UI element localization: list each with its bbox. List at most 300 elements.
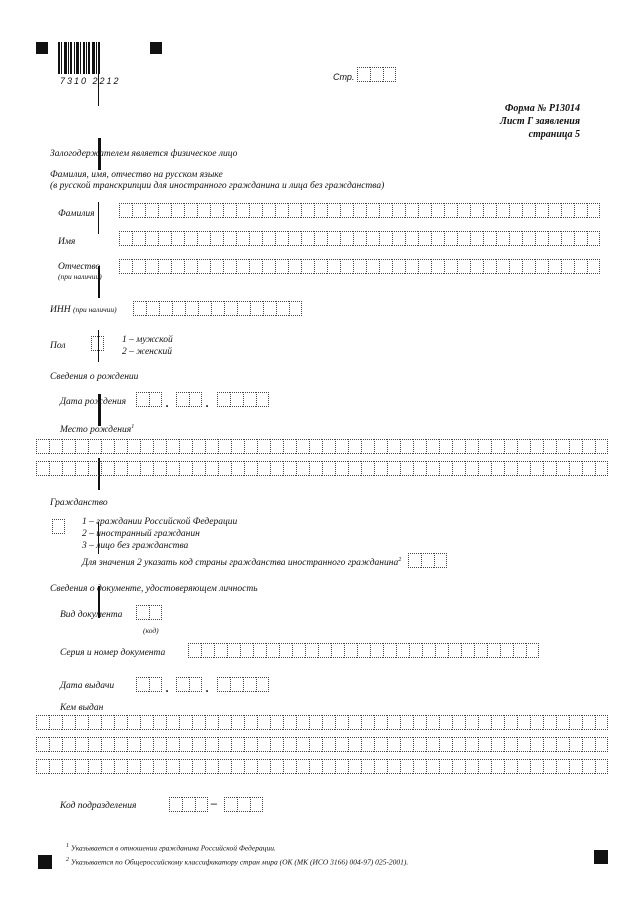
input-cell[interactable] xyxy=(526,643,539,658)
input-cell[interactable] xyxy=(49,759,62,774)
input-cell[interactable] xyxy=(569,439,582,454)
input-cell[interactable] xyxy=(171,203,184,218)
input-cell[interactable] xyxy=(296,439,309,454)
input-cell[interactable] xyxy=(296,715,309,730)
birth-place-cells-row1[interactable] xyxy=(36,439,608,454)
input-cell[interactable] xyxy=(195,797,208,812)
input-cell[interactable] xyxy=(309,737,322,752)
country-code-cells[interactable] xyxy=(408,553,447,568)
input-cell[interactable] xyxy=(243,677,256,692)
input-cell[interactable] xyxy=(582,715,595,730)
input-cell[interactable] xyxy=(198,301,211,316)
input-cell[interactable] xyxy=(543,737,556,752)
input-cell[interactable] xyxy=(192,439,205,454)
input-cell[interactable] xyxy=(435,643,448,658)
input-cell[interactable] xyxy=(409,643,422,658)
input-cell[interactable] xyxy=(250,797,263,812)
input-cell[interactable] xyxy=(444,259,457,274)
input-cell[interactable] xyxy=(452,715,465,730)
input-cell[interactable] xyxy=(223,259,236,274)
input-cell[interactable] xyxy=(569,461,582,476)
input-cell[interactable] xyxy=(36,439,49,454)
input-cell[interactable] xyxy=(262,203,275,218)
input-cell[interactable] xyxy=(470,231,483,246)
input-cell[interactable] xyxy=(296,737,309,752)
input-cell[interactable] xyxy=(340,259,353,274)
input-cell[interactable] xyxy=(88,439,101,454)
input-cell[interactable] xyxy=(257,759,270,774)
input-cell[interactable] xyxy=(439,737,452,752)
input-cell[interactable] xyxy=(340,231,353,246)
input-cell[interactable] xyxy=(132,231,145,246)
input-cell[interactable] xyxy=(470,259,483,274)
input-cell[interactable] xyxy=(288,203,301,218)
input-cell[interactable] xyxy=(314,203,327,218)
input-cell[interactable] xyxy=(197,203,210,218)
input-cell[interactable] xyxy=(132,203,145,218)
input-cell[interactable] xyxy=(504,439,517,454)
input-cell[interactable] xyxy=(504,759,517,774)
input-cell[interactable] xyxy=(322,759,335,774)
input-cell[interactable] xyxy=(256,677,269,692)
issued-by-cells-row2[interactable] xyxy=(36,737,608,752)
input-cell[interactable] xyxy=(327,231,340,246)
input-cell[interactable] xyxy=(256,392,269,407)
input-cell[interactable] xyxy=(62,715,75,730)
input-cell[interactable] xyxy=(266,643,279,658)
birth-month-cells[interactable] xyxy=(176,392,202,407)
input-cell[interactable] xyxy=(509,259,522,274)
input-cell[interactable] xyxy=(509,231,522,246)
input-cell[interactable] xyxy=(348,461,361,476)
birth-place-cells-row2[interactable] xyxy=(36,461,608,476)
input-cell[interactable] xyxy=(535,259,548,274)
input-cell[interactable] xyxy=(431,203,444,218)
input-cell[interactable] xyxy=(244,439,257,454)
input-cell[interactable] xyxy=(517,759,530,774)
input-cell[interactable] xyxy=(543,759,556,774)
input-cell[interactable] xyxy=(218,439,231,454)
input-cell[interactable] xyxy=(491,439,504,454)
input-cell[interactable] xyxy=(166,737,179,752)
input-cell[interactable] xyxy=(127,759,140,774)
input-cell[interactable] xyxy=(478,759,491,774)
input-cell[interactable] xyxy=(431,259,444,274)
input-cell[interactable] xyxy=(217,392,230,407)
input-cell[interactable] xyxy=(465,759,478,774)
input-cell[interactable] xyxy=(439,715,452,730)
input-cell[interactable] xyxy=(101,461,114,476)
input-cell[interactable] xyxy=(197,231,210,246)
input-cell[interactable] xyxy=(426,461,439,476)
input-cell[interactable] xyxy=(243,392,256,407)
input-cell[interactable] xyxy=(569,737,582,752)
input-cell[interactable] xyxy=(478,715,491,730)
input-cell[interactable] xyxy=(465,715,478,730)
input-cell[interactable] xyxy=(205,759,218,774)
input-cell[interactable] xyxy=(543,715,556,730)
input-cell[interactable] xyxy=(465,461,478,476)
input-cell[interactable] xyxy=(314,259,327,274)
input-cell[interactable] xyxy=(426,737,439,752)
input-cell[interactable] xyxy=(439,439,452,454)
input-cell[interactable] xyxy=(179,737,192,752)
input-cell[interactable] xyxy=(166,439,179,454)
input-cell[interactable] xyxy=(270,715,283,730)
input-cell[interactable] xyxy=(275,259,288,274)
input-cell[interactable] xyxy=(127,461,140,476)
name-cells[interactable] xyxy=(119,231,600,246)
input-cell[interactable] xyxy=(179,439,192,454)
input-cell[interactable] xyxy=(189,677,202,692)
input-cell[interactable] xyxy=(136,392,149,407)
input-cell[interactable] xyxy=(227,643,240,658)
input-cell[interactable] xyxy=(366,203,379,218)
input-cell[interactable] xyxy=(276,301,289,316)
input-cell[interactable] xyxy=(270,439,283,454)
input-cell[interactable] xyxy=(176,392,189,407)
input-cell[interactable] xyxy=(88,737,101,752)
input-cell[interactable] xyxy=(400,439,413,454)
input-cell[interactable] xyxy=(231,715,244,730)
input-cell[interactable] xyxy=(197,259,210,274)
input-cell[interactable] xyxy=(279,643,292,658)
input-cell[interactable] xyxy=(465,737,478,752)
input-cell[interactable] xyxy=(114,715,127,730)
input-cell[interactable] xyxy=(62,737,75,752)
input-cell[interactable] xyxy=(500,643,513,658)
input-cell[interactable] xyxy=(422,643,435,658)
input-cell[interactable] xyxy=(465,439,478,454)
input-cell[interactable] xyxy=(210,203,223,218)
input-cell[interactable] xyxy=(263,301,276,316)
input-cell[interactable] xyxy=(159,301,172,316)
input-cell[interactable] xyxy=(275,231,288,246)
input-cell[interactable] xyxy=(353,203,366,218)
input-cell[interactable] xyxy=(236,259,249,274)
input-cell[interactable] xyxy=(283,461,296,476)
input-cell[interactable] xyxy=(75,715,88,730)
input-cell[interactable] xyxy=(405,259,418,274)
input-cell[interactable] xyxy=(192,461,205,476)
input-cell[interactable] xyxy=(587,231,600,246)
input-cell[interactable] xyxy=(140,715,153,730)
input-cell[interactable] xyxy=(301,231,314,246)
input-cell[interactable] xyxy=(262,259,275,274)
input-cell[interactable] xyxy=(158,231,171,246)
input-cell[interactable] xyxy=(535,203,548,218)
input-cell[interactable] xyxy=(188,643,201,658)
input-cell[interactable] xyxy=(214,643,227,658)
input-cell[interactable] xyxy=(405,231,418,246)
input-cell[interactable] xyxy=(184,203,197,218)
page-number-cells[interactable] xyxy=(357,67,396,82)
input-cell[interactable] xyxy=(574,259,587,274)
input-cell[interactable] xyxy=(361,715,374,730)
input-cell[interactable] xyxy=(62,439,75,454)
input-cell[interactable] xyxy=(530,461,543,476)
input-cell[interactable] xyxy=(348,737,361,752)
input-cell[interactable] xyxy=(114,759,127,774)
input-cell[interactable] xyxy=(179,715,192,730)
input-cell[interactable] xyxy=(88,461,101,476)
input-cell[interactable] xyxy=(283,439,296,454)
input-cell[interactable] xyxy=(205,439,218,454)
input-cell[interactable] xyxy=(257,737,270,752)
input-cell[interactable] xyxy=(176,677,189,692)
input-cell[interactable] xyxy=(361,737,374,752)
input-cell[interactable] xyxy=(457,259,470,274)
input-cell[interactable] xyxy=(140,759,153,774)
input-cell[interactable] xyxy=(179,461,192,476)
input-cell[interactable] xyxy=(444,231,457,246)
input-cell[interactable] xyxy=(114,737,127,752)
input-cell[interactable] xyxy=(88,715,101,730)
input-cell[interactable] xyxy=(504,715,517,730)
input-cell[interactable] xyxy=(361,759,374,774)
input-cell[interactable] xyxy=(75,737,88,752)
input-cell[interactable] xyxy=(231,737,244,752)
input-cell[interactable] xyxy=(62,461,75,476)
input-cell[interactable] xyxy=(413,439,426,454)
input-cell[interactable] xyxy=(244,759,257,774)
birth-day-cells[interactable] xyxy=(136,392,162,407)
input-cell[interactable] xyxy=(366,231,379,246)
input-cell[interactable] xyxy=(62,759,75,774)
input-cell[interactable] xyxy=(250,301,263,316)
input-cell[interactable] xyxy=(595,461,608,476)
input-cell[interactable] xyxy=(75,439,88,454)
input-cell[interactable] xyxy=(374,461,387,476)
input-cell[interactable] xyxy=(101,715,114,730)
input-cell[interactable] xyxy=(289,301,302,316)
input-cell[interactable] xyxy=(561,259,574,274)
surname-cells[interactable] xyxy=(119,203,600,218)
input-cell[interactable] xyxy=(491,715,504,730)
input-cell[interactable] xyxy=(205,461,218,476)
input-cell[interactable] xyxy=(353,259,366,274)
input-cell[interactable] xyxy=(230,677,243,692)
input-cell[interactable] xyxy=(189,392,202,407)
issue-day-cells[interactable] xyxy=(136,677,162,692)
input-cell[interactable] xyxy=(478,461,491,476)
input-cell[interactable] xyxy=(283,737,296,752)
input-cell[interactable] xyxy=(457,203,470,218)
input-cell[interactable] xyxy=(496,203,509,218)
input-cell[interactable] xyxy=(483,231,496,246)
input-cell[interactable] xyxy=(379,231,392,246)
input-cell[interactable] xyxy=(149,392,162,407)
input-cell[interactable] xyxy=(543,461,556,476)
input-cell[interactable] xyxy=(158,259,171,274)
input-cell[interactable] xyxy=(236,203,249,218)
input-cell[interactable] xyxy=(535,231,548,246)
input-cell[interactable] xyxy=(171,231,184,246)
input-cell[interactable] xyxy=(288,259,301,274)
input-cell[interactable] xyxy=(530,715,543,730)
input-cell[interactable] xyxy=(387,715,400,730)
input-cell[interactable] xyxy=(153,715,166,730)
input-cell[interactable] xyxy=(114,439,127,454)
input-cell[interactable] xyxy=(179,759,192,774)
input-cell[interactable] xyxy=(244,715,257,730)
input-cell[interactable] xyxy=(146,301,159,316)
input-cell[interactable] xyxy=(249,231,262,246)
input-cell[interactable] xyxy=(322,715,335,730)
subdivision-code-cells-1[interactable] xyxy=(169,797,208,812)
input-cell[interactable] xyxy=(374,715,387,730)
input-cell[interactable] xyxy=(158,203,171,218)
input-cell[interactable] xyxy=(556,439,569,454)
input-cell[interactable] xyxy=(452,439,465,454)
input-cell[interactable] xyxy=(348,715,361,730)
input-cell[interactable] xyxy=(582,737,595,752)
input-cell[interactable] xyxy=(140,461,153,476)
input-cell[interactable] xyxy=(223,203,236,218)
input-cell[interactable] xyxy=(556,759,569,774)
issue-year-cells[interactable] xyxy=(217,677,269,692)
input-cell[interactable] xyxy=(127,715,140,730)
input-cell[interactable] xyxy=(530,759,543,774)
input-cell[interactable] xyxy=(405,203,418,218)
input-cell[interactable] xyxy=(36,461,49,476)
input-cell[interactable] xyxy=(182,797,195,812)
input-cell[interactable] xyxy=(392,203,405,218)
input-cell[interactable] xyxy=(223,231,236,246)
input-cell[interactable] xyxy=(361,461,374,476)
input-cell[interactable] xyxy=(49,737,62,752)
input-cell[interactable] xyxy=(253,643,266,658)
input-cell[interactable] xyxy=(496,231,509,246)
input-cell[interactable] xyxy=(439,461,452,476)
input-cell[interactable] xyxy=(522,231,535,246)
input-cell[interactable] xyxy=(270,737,283,752)
input-cell[interactable] xyxy=(335,715,348,730)
input-cell[interactable] xyxy=(400,715,413,730)
input-cell[interactable] xyxy=(595,737,608,752)
input-cell[interactable] xyxy=(504,737,517,752)
input-cell[interactable] xyxy=(270,461,283,476)
input-cell[interactable] xyxy=(257,461,270,476)
input-cell[interactable] xyxy=(153,439,166,454)
input-cell[interactable] xyxy=(522,203,535,218)
input-cell[interactable] xyxy=(556,715,569,730)
input-cell[interactable] xyxy=(582,759,595,774)
input-cell[interactable] xyxy=(36,759,49,774)
input-cell[interactable] xyxy=(119,259,132,274)
input-cell[interactable] xyxy=(230,392,243,407)
input-cell[interactable] xyxy=(582,439,595,454)
input-cell[interactable] xyxy=(331,643,344,658)
input-cell[interactable] xyxy=(318,643,331,658)
input-cell[interactable] xyxy=(169,797,182,812)
input-cell[interactable] xyxy=(322,737,335,752)
input-cell[interactable] xyxy=(101,439,114,454)
input-cell[interactable] xyxy=(231,759,244,774)
input-cell[interactable] xyxy=(452,759,465,774)
input-cell[interactable] xyxy=(587,259,600,274)
input-cell[interactable] xyxy=(344,643,357,658)
input-cell[interactable] xyxy=(421,553,434,568)
input-cell[interactable] xyxy=(301,259,314,274)
input-cell[interactable] xyxy=(283,715,296,730)
input-cell[interactable] xyxy=(192,759,205,774)
input-cell[interactable] xyxy=(379,259,392,274)
input-cell[interactable] xyxy=(184,231,197,246)
input-cell[interactable] xyxy=(561,203,574,218)
input-cell[interactable] xyxy=(166,715,179,730)
input-cell[interactable] xyxy=(231,461,244,476)
sex-cell[interactable] xyxy=(91,336,104,351)
input-cell[interactable] xyxy=(400,461,413,476)
input-cell[interactable] xyxy=(231,439,244,454)
issue-month-cells[interactable] xyxy=(176,677,202,692)
input-cell[interactable] xyxy=(487,643,500,658)
input-cell[interactable] xyxy=(400,737,413,752)
input-cell[interactable] xyxy=(561,231,574,246)
input-cell[interactable] xyxy=(491,737,504,752)
input-cell[interactable] xyxy=(457,231,470,246)
input-cell[interactable] xyxy=(210,259,223,274)
input-cell[interactable] xyxy=(166,461,179,476)
input-cell[interactable] xyxy=(322,461,335,476)
input-cell[interactable] xyxy=(262,231,275,246)
input-cell[interactable] xyxy=(309,715,322,730)
input-cell[interactable] xyxy=(114,461,127,476)
input-cell[interactable] xyxy=(408,553,421,568)
input-cell[interactable] xyxy=(366,259,379,274)
input-cell[interactable] xyxy=(387,759,400,774)
input-cell[interactable] xyxy=(36,737,49,752)
input-cell[interactable] xyxy=(335,759,348,774)
document-type-cells[interactable] xyxy=(136,605,162,620)
input-cell[interactable] xyxy=(335,737,348,752)
input-cell[interactable] xyxy=(136,677,149,692)
input-cell[interactable] xyxy=(149,677,162,692)
input-cell[interactable] xyxy=(119,231,132,246)
input-cell[interactable] xyxy=(569,715,582,730)
input-cell[interactable] xyxy=(530,439,543,454)
input-cell[interactable] xyxy=(292,643,305,658)
input-cell[interactable] xyxy=(418,231,431,246)
input-cell[interactable] xyxy=(257,715,270,730)
input-cell[interactable] xyxy=(530,737,543,752)
input-cell[interactable] xyxy=(348,759,361,774)
input-cell[interactable] xyxy=(556,737,569,752)
input-cell[interactable] xyxy=(218,461,231,476)
input-cell[interactable] xyxy=(140,737,153,752)
input-cell[interactable] xyxy=(275,203,288,218)
input-cell[interactable] xyxy=(91,336,104,351)
input-cell[interactable] xyxy=(418,203,431,218)
input-cell[interactable] xyxy=(548,203,561,218)
input-cell[interactable] xyxy=(88,759,101,774)
input-cell[interactable] xyxy=(582,461,595,476)
input-cell[interactable] xyxy=(444,203,457,218)
input-cell[interactable] xyxy=(587,203,600,218)
input-cell[interactable] xyxy=(348,439,361,454)
input-cell[interactable] xyxy=(522,259,535,274)
input-cell[interactable] xyxy=(211,301,224,316)
input-cell[interactable] xyxy=(461,643,474,658)
input-cell[interactable] xyxy=(413,461,426,476)
input-cell[interactable] xyxy=(374,439,387,454)
input-cell[interactable] xyxy=(140,439,153,454)
input-cell[interactable] xyxy=(396,643,409,658)
input-cell[interactable] xyxy=(224,797,237,812)
input-cell[interactable] xyxy=(244,461,257,476)
input-cell[interactable] xyxy=(127,439,140,454)
